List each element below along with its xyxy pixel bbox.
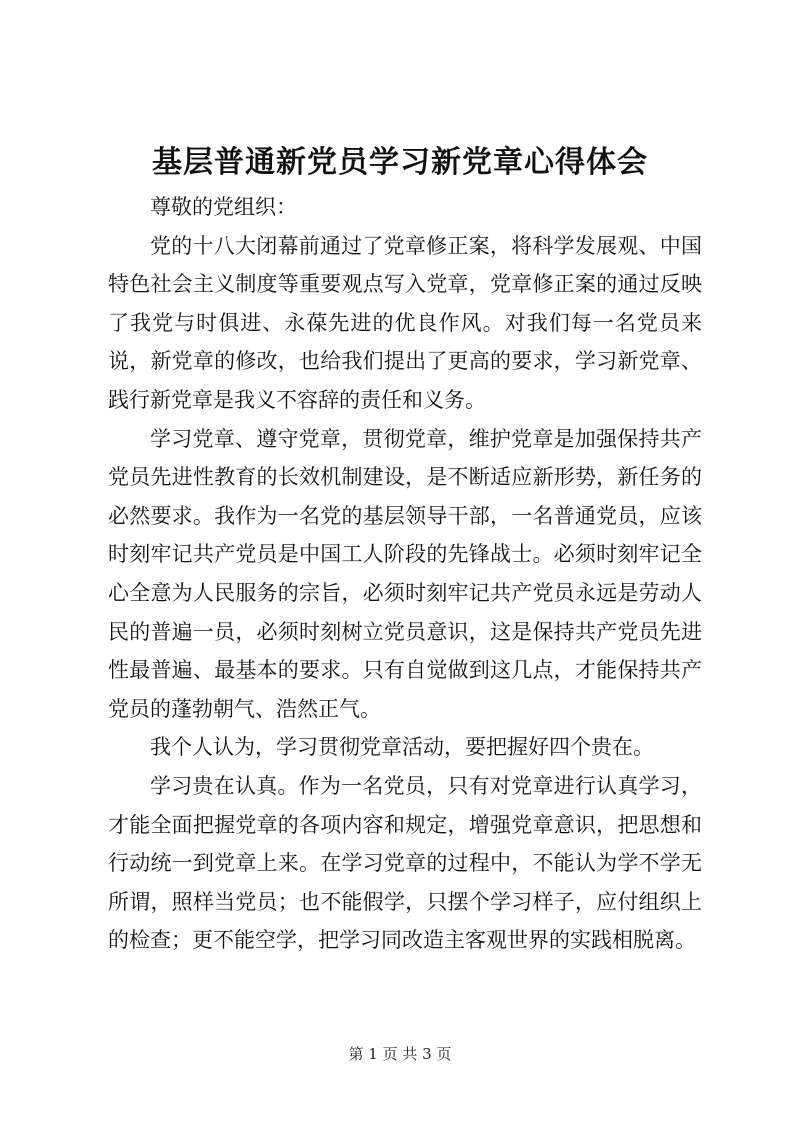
document-body: [108, 188, 702, 960]
paragraph-3: 我个人认为，学习贯彻党章活动，要把握好四个贵在。: [150, 735, 654, 760]
paragraph-2: 学习党章、遵守党章，贯彻党章，维护党章是加强保持共产党员先进性教育的长效机制建设，是不断适应新形势，新任务的必然要求。我作为一名党的基层领导干部，一名普通党员，应该时刻牢记共产党员是中国工人阶段的先锋战士。必须时刻牢记全心全意为人民服务的宗旨，必须时刻牢记共产党员永远是劳动人民的普遍一员，必须时刻树立党员意识，这是保持共产党员先进性最普遍、最基本的要求。只有自觉做到这几点，才能保持共产党员的蓬勃朝气、浩然正气。: [108, 426, 702, 721]
page-title: 基层普通新党员学习新党章心得体会: [152, 145, 648, 180]
paragraph-1: 党的十八大闭幕前通过了党章修正案，将科学发展观、中国特色社会主义制度等重要观点写入党章，党章修正案的通过反映了我党与时俱进、永葆先进的优良作风。对我们每一名党员来说，新党章的修改，也给我们提出了更高的要求，学习新党章、践行新党章是我义不容辞的责任和义务。: [108, 233, 702, 412]
page-footer: 第 1 页 共 3 页: [348, 1045, 452, 1063]
paragraph-4: 学习贵在认真。作为一名党员，只有对党章进行认真学习，才能全面把握党章的各项内容和规定，增强党章意识，把思想和行动统一到党章上来。在学习党章的过程中，不能认为学不学无所谓，照样当党员；也不能假学，只摆个学习样子，应付组织上的检查；更不能空学，把学习同改造主客观世界的实践相脱离。: [108, 773, 702, 953]
salutation: 尊敬的党组织：: [150, 195, 297, 219]
